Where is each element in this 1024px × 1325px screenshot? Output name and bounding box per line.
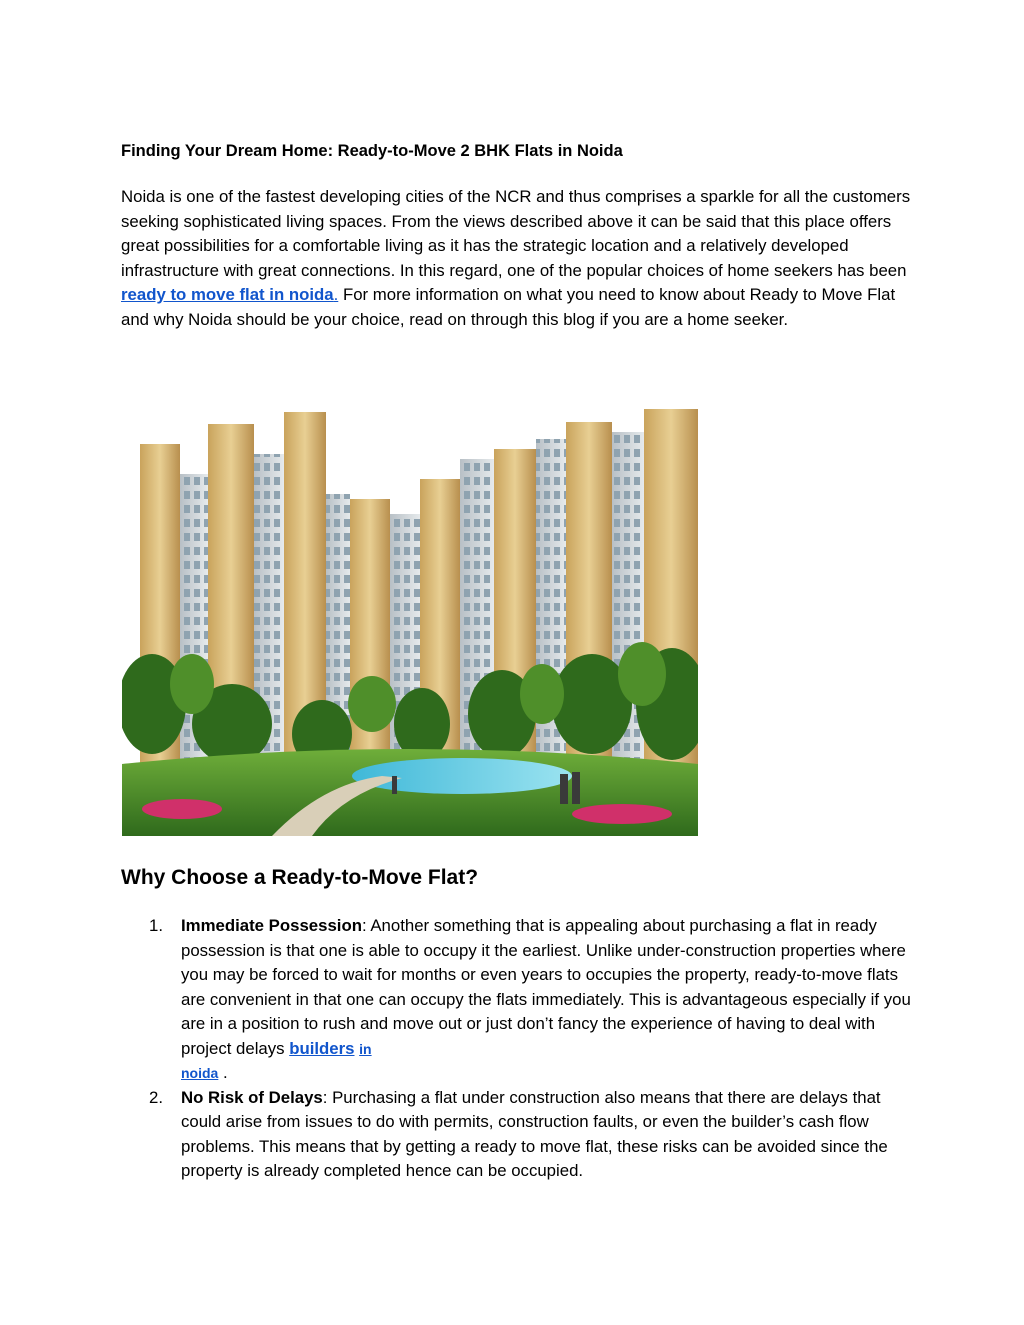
- builders-link[interactable]: builders: [289, 1038, 355, 1058]
- list-item-label: Immediate Possession: [181, 916, 362, 935]
- intro-link-dot[interactable]: .: [333, 285, 339, 304]
- list-item-number: 2.: [149, 1087, 163, 1107]
- section-heading: Why Choose a Ready-to-Move Flat?: [121, 866, 479, 889]
- intro-text-after-link: For more information on what you need to know about Ready to Move Flat and why Noida should be your choice, read on through this blog if you are a home seeker.: [121, 285, 896, 329]
- list-item-text: : Another something that is appealing about purchasing a flat in ready possession is that one is able to occupy it the earliest. Unlike under-construction properties where you may be forced to wait for months or even years to occupies the property, ready-to-move flats are convenient in that one can occupy the flats immediately. This is advantageous especially if you are in a position to rush and move out or just don’t fancy the experience of having to deal with project delays: [181, 916, 911, 1058]
- intro-text-before-link: Noida is one of the fastest developing cities of the NCR and thus comprises a sparkle for all the customers seeking sophisticated living spaces. From the views described above it can be said that this place offers great possibilities for a comfortable living as it has the strategic location and a relatively developed infrastructure with great connections. In this regard, one of the popular choices of home seekers has been: [121, 187, 911, 280]
- list-item: [121, 1086, 911, 1184]
- list-item-text: : Purchasing a flat under construction also means that there are delays that could arise from issues to do with permits, construction faults, or even the builder’s cash flow problems. This means that by getting a ready to move flat, these risks can be avoided since the property is already completed hence can be occupied.: [181, 1087, 888, 1180]
- list-item-number: 1.: [149, 916, 163, 935]
- list-item: [121, 914, 911, 1086]
- intro-paragraph: [121, 185, 911, 332]
- builders-link-in[interactable]: in: [359, 1040, 372, 1057]
- document-title: Finding Your Dream Home: Ready-to-Move 2 BHK Flats in Noida: [121, 142, 623, 160]
- ready-to-move-flat-link[interactable]: ready to move flat in noida: [121, 285, 334, 304]
- list-item-tail: .: [218, 1063, 228, 1082]
- apartment-buildings-photo: [122, 404, 698, 836]
- builders-link-noida[interactable]: noida: [181, 1065, 219, 1081]
- list-item-label: No Risk of Delays: [181, 1087, 323, 1107]
- benefits-list: [121, 914, 911, 1184]
